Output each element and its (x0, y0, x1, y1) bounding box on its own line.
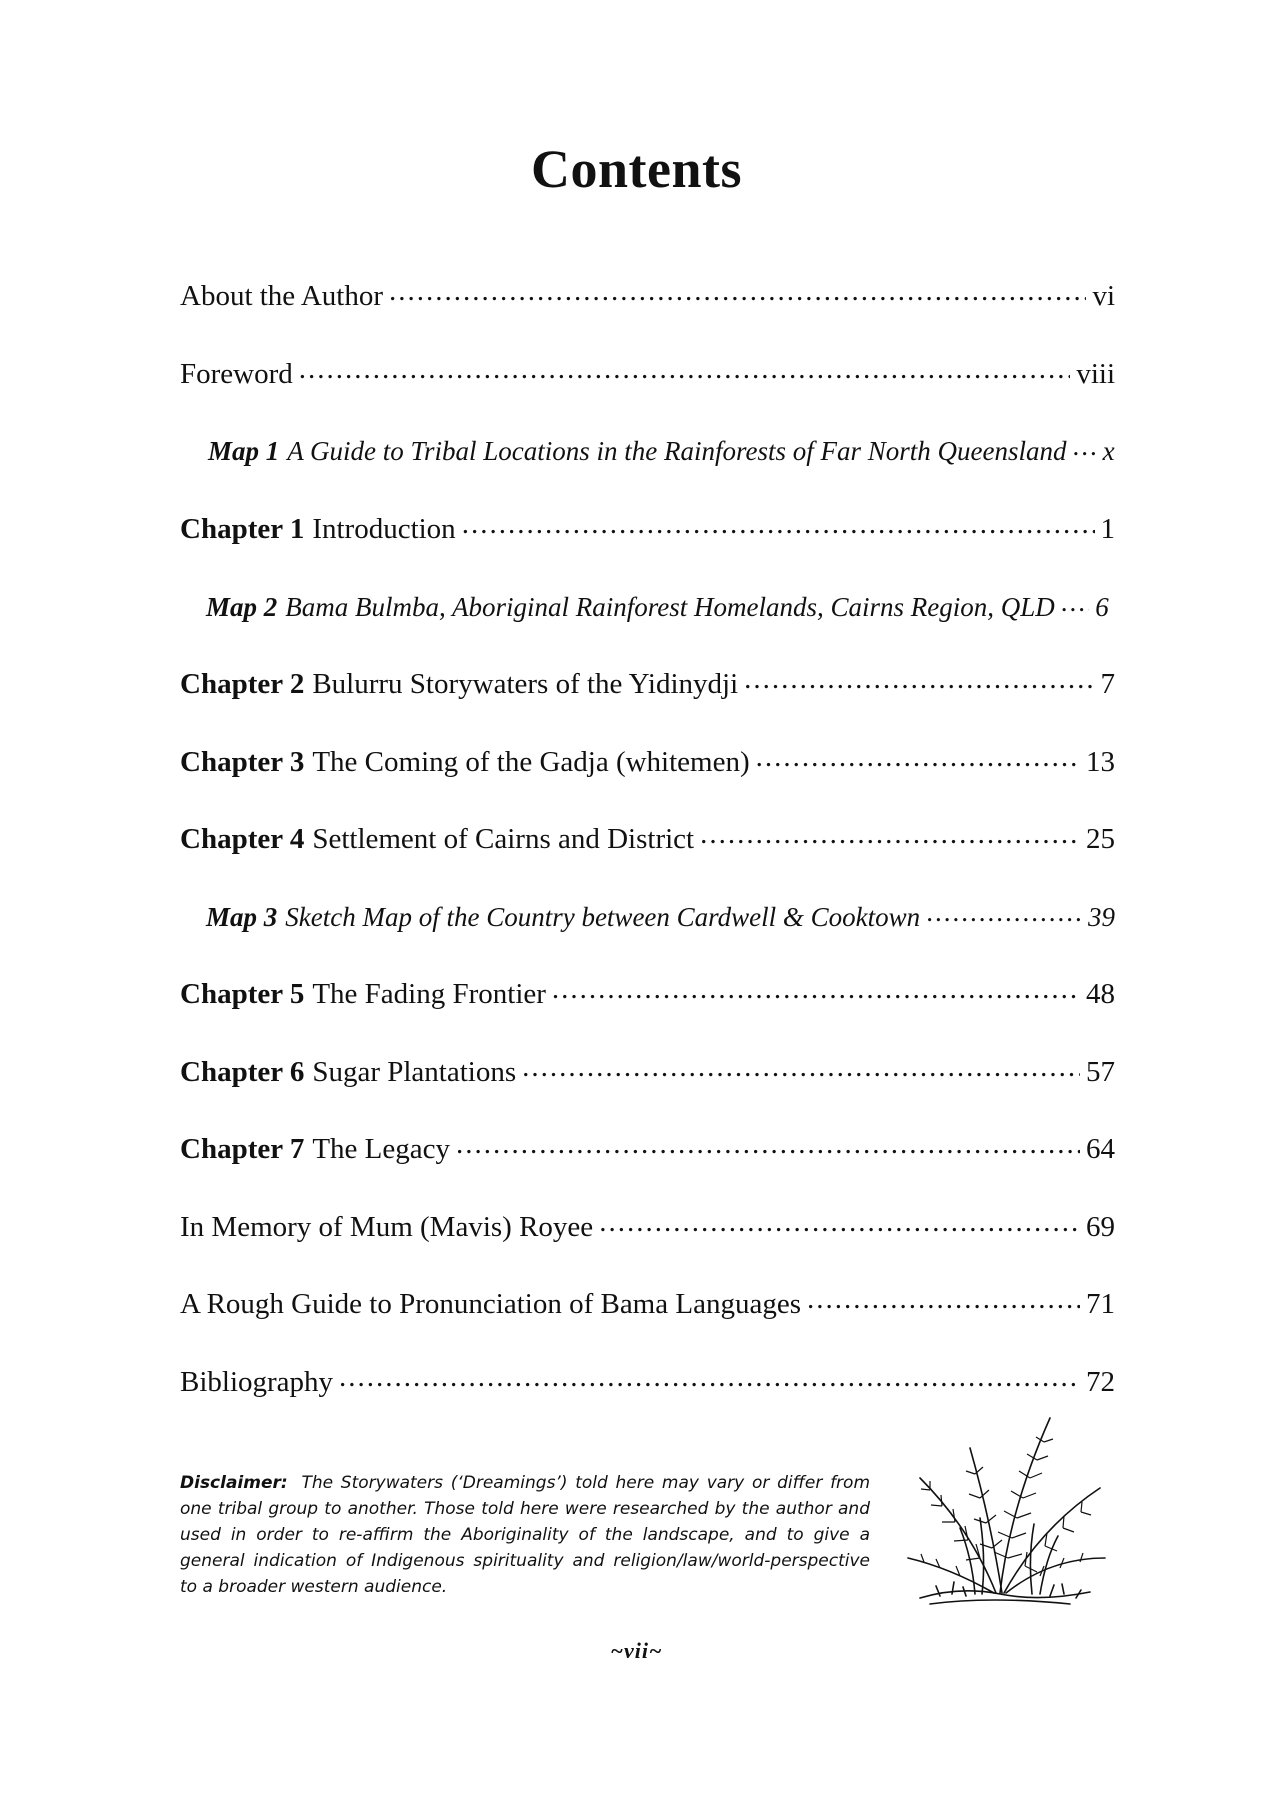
toc-entry-map-3[interactable] (206, 897, 1115, 937)
toc-title: Sketch Map of the Country between Cardwell & Cooktown (285, 902, 921, 932)
toc-page-number: vi (1092, 280, 1115, 312)
dot-leader (700, 819, 1080, 848)
dot-leader (522, 1052, 1080, 1081)
dot-leader (1061, 589, 1089, 616)
toc-entry-in-memory[interactable] (180, 1207, 1115, 1247)
toc-entry-chapter-6[interactable] (180, 1052, 1115, 1092)
disclaimer-text: The Storywaters (‘Dreamings’) told here may vary or differ from one tribal group to another. Those told here were researched by the author and used in order to re-affirm the Aboriginality of the landscape, and to give a general indication of Indigenous spirituality and religion/law/world-perspective to a broader western audience. (180, 1473, 871, 1597)
toc-title: Settlement of Cairns and District (312, 823, 695, 855)
toc-title: The Legacy (312, 1133, 450, 1165)
toc-title: A Guide to Tribal Locations in the Rainforests of Far North Queensland (287, 436, 1067, 466)
toc-page-number: 71 (1086, 1288, 1115, 1320)
toc-prefix: Chapter 2 (180, 668, 305, 700)
toc-page-number: 13 (1086, 746, 1115, 778)
toc-title: Foreword (180, 358, 293, 390)
toc-entry-bibliography[interactable] (180, 1362, 1115, 1402)
toc-title: Introduction (312, 513, 456, 545)
toc-prefix: Chapter 1 (180, 513, 305, 545)
toc-page-number: 57 (1086, 1056, 1115, 1088)
dot-leader (807, 1284, 1080, 1313)
toc-entry-chapter-1[interactable] (180, 509, 1115, 549)
toc-prefix: Chapter 4 (180, 823, 305, 855)
toc-prefix: Map 1 (208, 436, 280, 466)
toc-entry-map-1[interactable] (208, 431, 1115, 471)
dot-leader (756, 742, 1080, 771)
toc-title: About the Author (180, 280, 383, 312)
dot-leader (744, 664, 1094, 693)
toc-title: The Coming of the Gadja (whitemen) (312, 746, 750, 778)
toc-entry-chapter-3[interactable] (180, 742, 1115, 782)
toc-title: A Rough Guide to Pronunciation of Bama Languages (180, 1288, 801, 1320)
dot-leader (462, 509, 1095, 538)
toc-prefix: Chapter 5 (180, 978, 305, 1010)
dot-leader (1073, 433, 1095, 460)
toc-prefix: Chapter 7 (180, 1133, 305, 1165)
dot-leader (599, 1207, 1080, 1236)
toc-entry-foreword[interactable] (180, 354, 1115, 394)
toc-entry-chapter-4[interactable] (180, 819, 1115, 859)
toc-page-number: 72 (1086, 1366, 1115, 1398)
toc-prefix: Map 3 (206, 902, 278, 932)
dot-leader (456, 1129, 1080, 1158)
toc-title: Sugar Plantations (312, 1056, 517, 1088)
dot-leader (389, 276, 1086, 305)
disclaimer-label: Disclaimer: (180, 1473, 288, 1493)
toc-page-number: viii (1076, 358, 1115, 390)
toc-title: The Fading Frontier (312, 978, 546, 1010)
fern-icon (900, 1408, 1115, 1618)
toc-page-number: x (1102, 436, 1115, 466)
toc-entry-about-author[interactable] (180, 276, 1115, 316)
toc-title: Bibliography (180, 1366, 334, 1398)
page-number: ~vii~ (610, 1638, 663, 1663)
toc-page-number: 25 (1086, 823, 1115, 855)
dot-leader (552, 974, 1080, 1003)
toc-prefix: Chapter 6 (180, 1056, 305, 1088)
toc-page-number: 69 (1086, 1211, 1115, 1243)
toc-entry-pronunciation-guide[interactable] (180, 1284, 1115, 1324)
toc-title: Bama Bulmba, Aboriginal Rainforest Homelands, Cairns Region, QLD (285, 592, 1055, 622)
toc-title: In Memory of Mum (Mavis) Royee (180, 1211, 594, 1243)
toc-entry-chapter-5[interactable] (180, 974, 1115, 1014)
toc-page-number: 1 (1100, 513, 1115, 545)
toc-entry-map-2[interactable] (206, 587, 1115, 627)
toc-page-number: 48 (1086, 978, 1115, 1010)
toc-title: Bulurru Storywaters of the Yidinydji (312, 668, 739, 700)
toc-entry-chapter-2[interactable] (180, 664, 1115, 704)
page-title: Contents (530, 139, 742, 199)
dot-leader (926, 899, 1082, 926)
toc-page-number: 7 (1100, 668, 1115, 700)
disclaimer (180, 1470, 870, 1600)
toc-entry-chapter-7[interactable] (180, 1129, 1115, 1169)
toc-prefix: Chapter 3 (180, 746, 305, 778)
toc-page-number: 64 (1086, 1133, 1115, 1165)
toc-page-number: 39 (1088, 902, 1115, 932)
toc-page-number: 6 (1095, 592, 1109, 622)
dot-leader (299, 354, 1071, 383)
toc-prefix: Map 2 (206, 592, 278, 622)
dot-leader (339, 1362, 1080, 1391)
